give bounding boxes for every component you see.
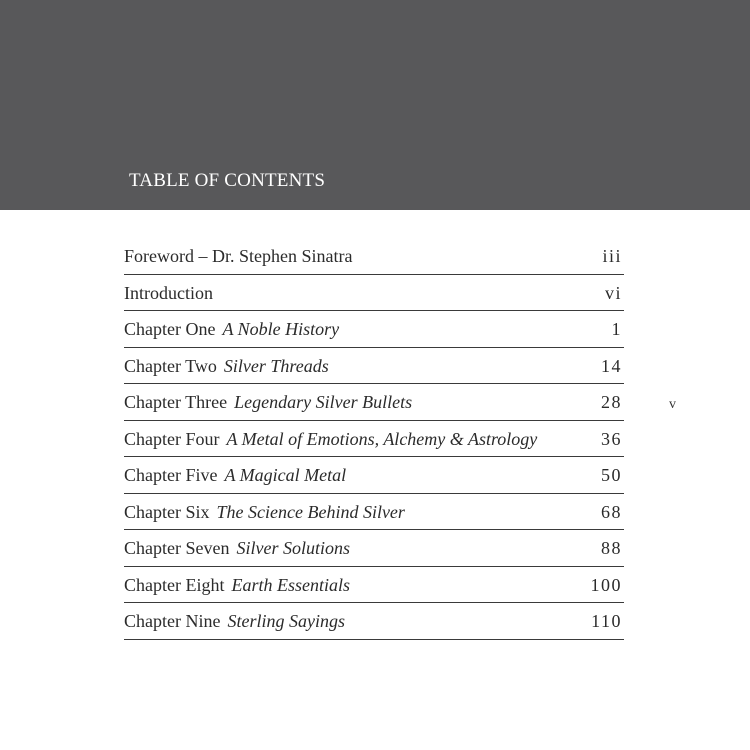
- entry-subtitle: Earth Essentials: [231, 574, 350, 595]
- entry-subtitle: A Magical Metal: [224, 465, 347, 485]
- table-of-contents: [124, 238, 624, 640]
- entry-page-number: 1: [611, 319, 622, 339]
- entry-label: Chapter Three: [124, 392, 228, 412]
- entry-page-number: 88: [601, 538, 622, 558]
- entry-subtitle: Sterling Sayings: [227, 611, 345, 631]
- entry-label: Chapter Five: [124, 465, 218, 485]
- page-folio: v: [669, 397, 676, 412]
- toc-entry: [124, 457, 624, 494]
- entry-page-number: 28: [601, 392, 622, 412]
- toc-entry: [124, 421, 624, 458]
- toc-entry: [124, 567, 624, 604]
- toc-entry: [124, 603, 624, 640]
- entry-label: Chapter One: [124, 319, 216, 339]
- header-band: [0, 0, 750, 210]
- entry-subtitle: Silver Solutions: [236, 538, 350, 558]
- entry-label: Chapter Four: [124, 428, 220, 449]
- toc-entry: [124, 311, 624, 348]
- toc-entry: [124, 494, 624, 531]
- page-title: TABLE OF CONTENTS: [129, 170, 326, 191]
- entry-label: Chapter Nine: [124, 611, 221, 631]
- entry-page-number: vi: [604, 282, 622, 303]
- entry-subtitle: Legendary Silver Bullets: [234, 392, 413, 412]
- entry-label: Chapter Six: [124, 501, 210, 522]
- entry-label: Chapter Eight: [124, 574, 225, 595]
- toc-entry: [124, 384, 624, 421]
- toc-entry: [124, 530, 624, 567]
- entry-page-number: 36: [601, 428, 622, 449]
- entry-subtitle: A Noble History: [222, 319, 340, 339]
- entry-page-number: 68: [601, 501, 622, 522]
- toc-entry: [124, 275, 624, 312]
- entry-page-number: iii: [602, 246, 622, 266]
- entry-page-number: 50: [601, 465, 622, 485]
- entry-label: Foreword – Dr. Stephen Sinatra: [124, 246, 353, 266]
- entry-subtitle: The Science Behind Silver: [216, 501, 405, 522]
- entry-label: Chapter Two: [124, 355, 217, 376]
- entry-page-number: 110: [591, 611, 622, 631]
- toc-entry: [124, 238, 624, 275]
- entry-page-number: 100: [590, 574, 622, 595]
- toc-entry: [124, 348, 624, 385]
- entry-label: Introduction: [124, 282, 213, 303]
- entry-subtitle: Silver Threads: [223, 355, 329, 376]
- entry-page-number: 14: [601, 355, 622, 376]
- entry-subtitle: A Metal of Emotions, Alchemy & Astrology: [226, 428, 538, 449]
- entry-label: Chapter Seven: [124, 538, 230, 558]
